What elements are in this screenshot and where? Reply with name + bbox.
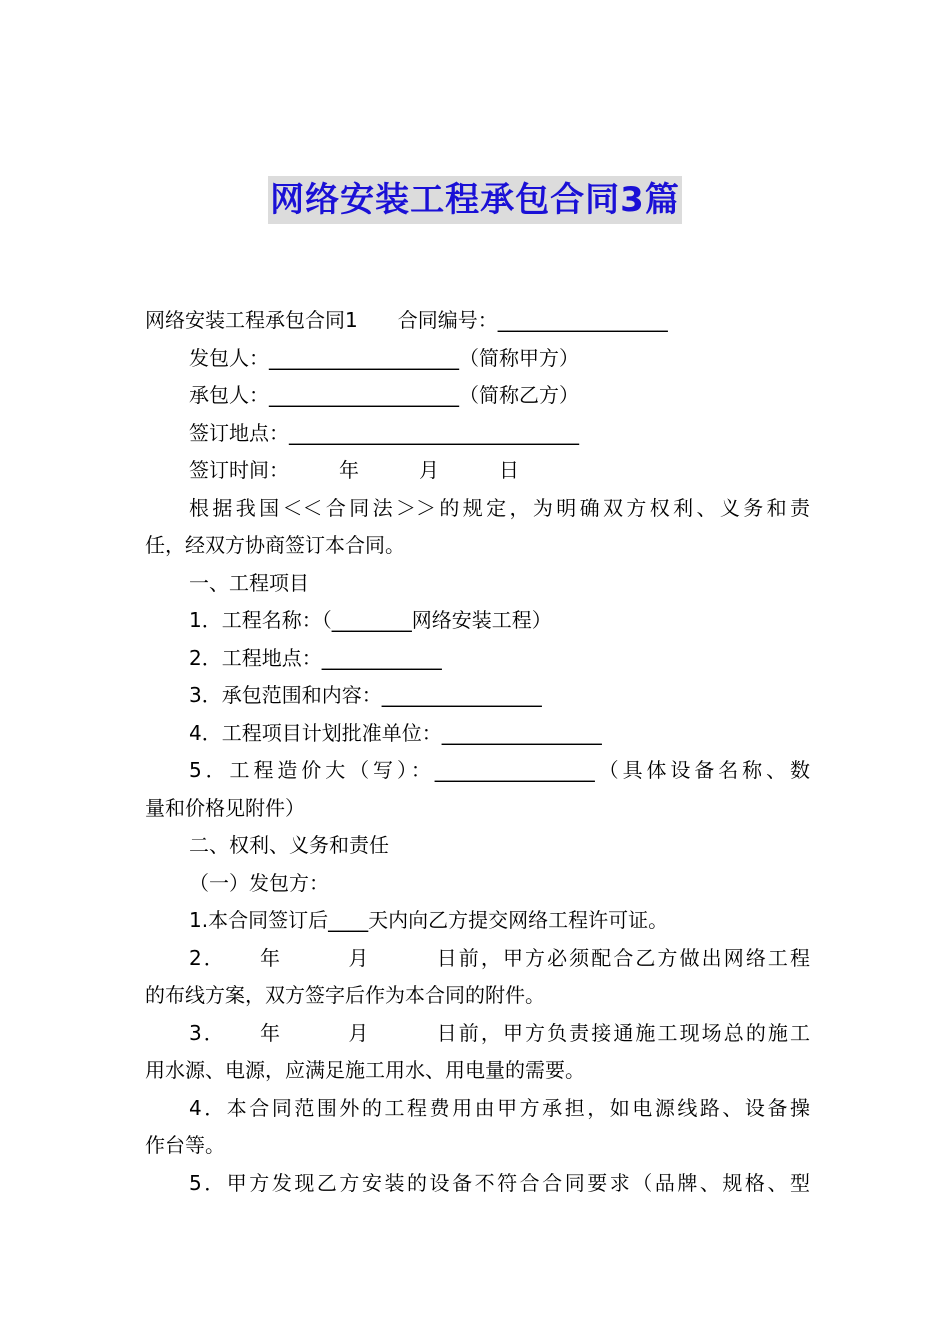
document-line: 承包人：___________________（简称乙方） [189,383,579,407]
document-line: 量和价格见附件） [145,795,305,820]
document-line: 网络安装工程承包合同1 合同编号：_________________ [145,308,668,332]
document-line: 1.本合同签订后____天内向乙方提交网络工程许可证。 [189,908,669,932]
document-line: 作台等。 [145,1133,225,1157]
document-line: （一）发包方： [189,870,329,895]
document-line: 2．工程地点：____________ [189,645,442,670]
title-container [0,176,950,224]
document-line: 用水源、电源，应满足施工用水、用电量的需要。 [145,1058,585,1082]
document-line: 1．工程名称：（________网络安装工程） [189,608,552,632]
document-line: 2． 年 月 日前，甲方必须配合乙方做出网络工程 [189,945,810,970]
document-line: 的布线方案，双方签字后作为本合同的附件。 [145,983,545,1007]
document-line: 3．承包范围和内容：________________ [189,683,542,707]
document-line: 5．工程造价大（写）：________________（具体设备名称、数 [189,758,810,782]
document-line: 签订时间： 年 月 日 [189,458,519,482]
document-title: 网络安装工程承包合同3篇 [268,176,682,224]
document-line: 3． 年 月 日前，甲方负责接通施工现场总的施工 [189,1020,810,1045]
document-line: 发包人：___________________（简称甲方） [189,345,579,370]
document-line: 任，经双方协商签订本合同。 [145,533,405,557]
document-body [145,302,810,1202]
document-line: 5．甲方发现乙方安装的设备不符合合同要求（品牌、规格、型 [189,1170,810,1195]
document-line: 二、权利、义务和责任 [189,833,389,857]
document-line: 一、工程项目 [189,570,309,595]
document-line: 签订地点：_____________________________ [189,420,579,445]
document-line: 根据我国＜＜合同法＞＞的规定，为明确双方权利、义务和责 [189,495,810,520]
document-line: 4．本合同范围外的工程费用由甲方承担，如电源线路、设备操 [189,1095,810,1120]
document-line: 4．工程项目计划批准单位：________________ [189,720,602,745]
